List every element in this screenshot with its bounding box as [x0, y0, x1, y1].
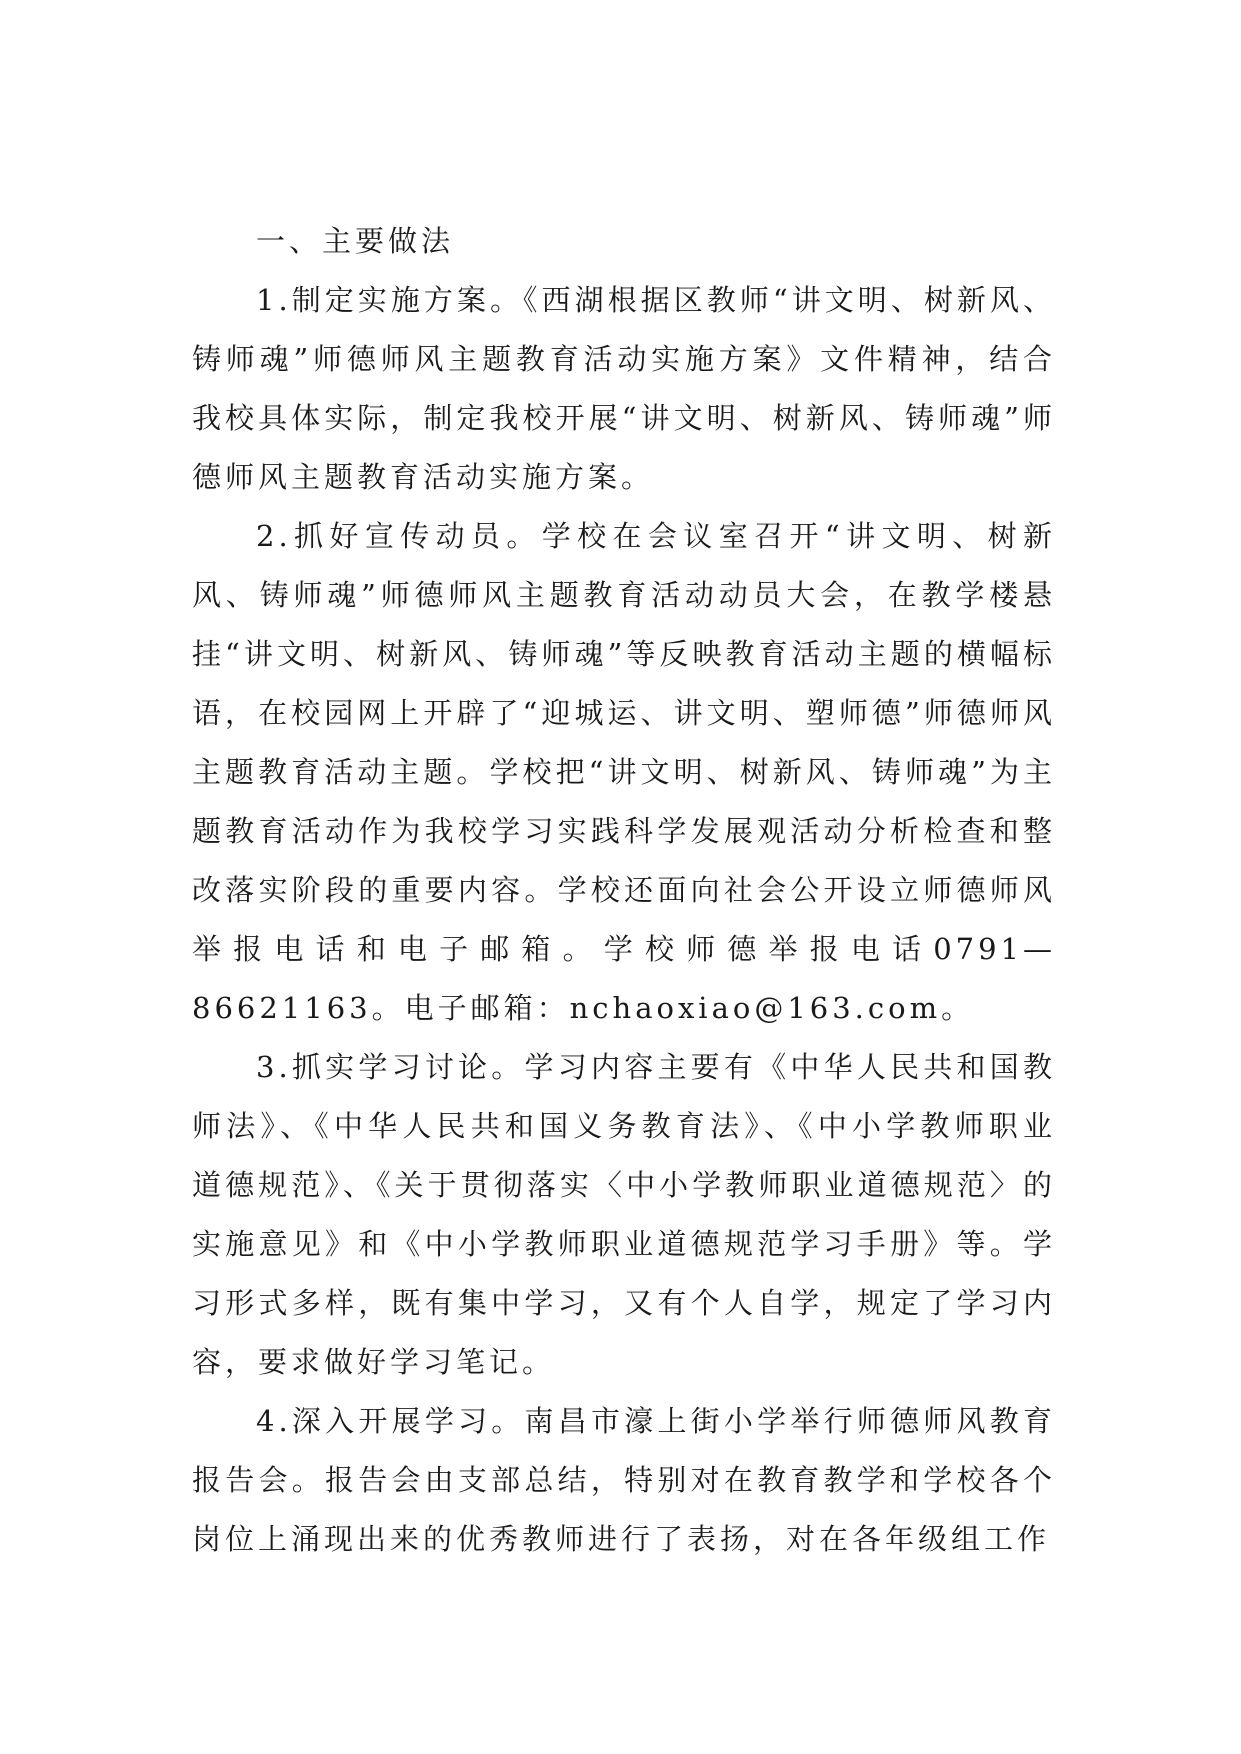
paragraph-1: 1.制定实施方案。《西湖根据区教师“讲文明、树新风、铸师魂”师德师风主题教育活动实施方案》文件精神，结合我校具体实际，制定我校开展“讲文明、树新风、铸师魂”师德师风主题教育活动实施方案。: [192, 283, 1056, 494]
paragraph-3: 3.抓实学习讨论。学习内容主要有《中华人民共和国教师法》、《中华人民共和国义务教育法》、《中小学教师职业道德规范》、《关于贯彻落实〈中小学教师职业道德规范〉的实施意见》和《中小学教师职业道德规范学习手册》等。学习形式多样，既有集中学习，又有个人自学，规定了学习内容，要求做好学习笔记。: [192, 1050, 1056, 1379]
document-body: [192, 212, 1056, 1569]
section-heading: 一、主要做法: [256, 224, 455, 258]
paragraph-4: 4.深入开展学习。南昌市濠上街小学举行师德师风教育报告会。报告会由支部总结，特别对在教育教学和学校各个岗位上涌现出来的优秀教师进行了表扬，对在各年级组工作: [192, 1404, 1056, 1556]
paragraph-2: 2.抓好宣传动员。学校在会议室召开“讲文明、树新风、铸师魂”师德师风主题教育活动动员大会，在教学楼悬挂“讲文明、树新风、铸师魂”等反映教育活动主题的横幅标语，在校园网上开辟了“迎城运、讲文明、塑师德”师德师风主题教育活动主题。学校把“讲文明、树新风、铸师魂”为主题教育活动作为我校学习实践科学发展观活动分析检查和整改落实阶段的重要内容。学校还面向社会公开设立师德师风举报电话和电子邮箱。学校师德举报电话0791—86621163。电子邮箱：nchaoxiao@163.com。: [192, 519, 1056, 1025]
